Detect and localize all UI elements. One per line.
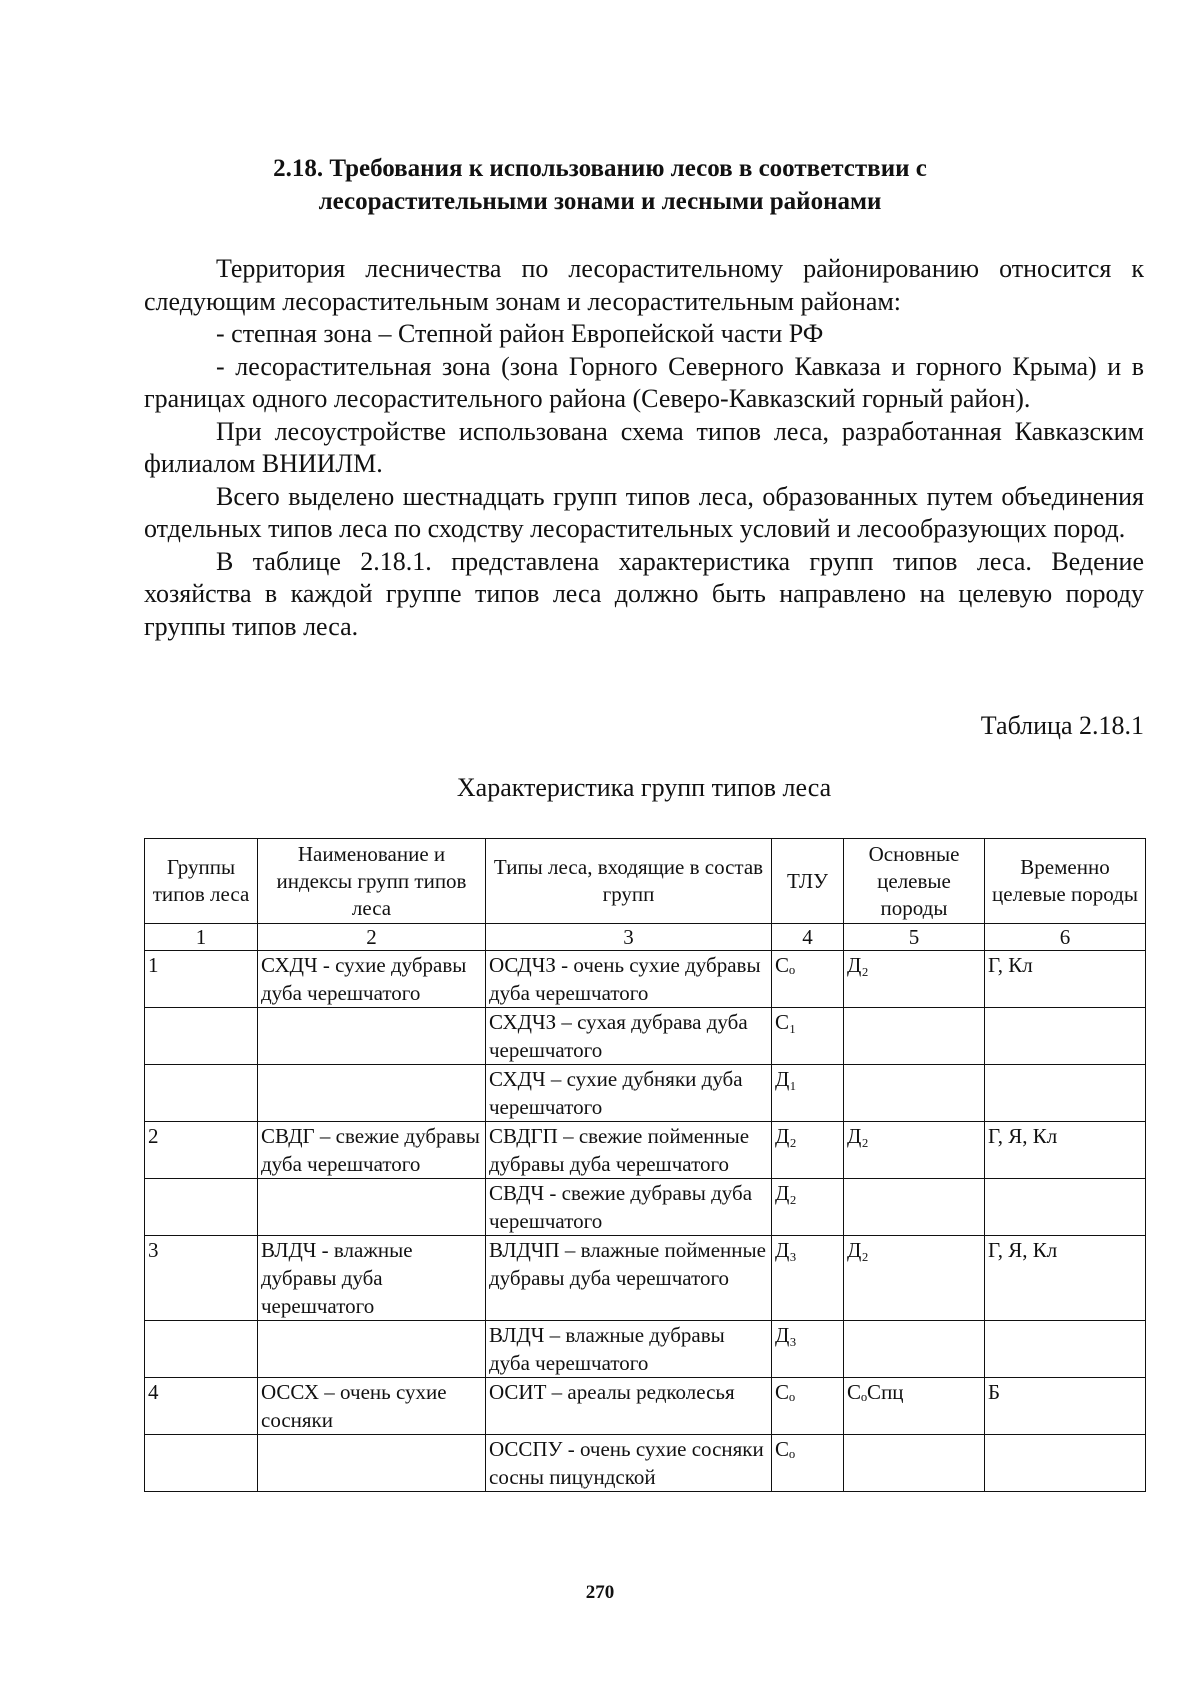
table-cell bbox=[844, 1008, 985, 1065]
paragraph-5: Всего выделено шестнадцать групп типов леса, образованных путем объединения отдельных типов леса по сходству лесорастительных условий и лесообразующих пород. bbox=[144, 481, 1144, 543]
table-cell bbox=[258, 1321, 486, 1378]
section-title-line-2: лесорастительными зонами и лесными районами bbox=[318, 188, 882, 215]
table-cell bbox=[145, 1435, 258, 1492]
table-cell: ОСДЧЗ - очень сухие дубравы дуба черешчатого bbox=[486, 951, 772, 1008]
table-cell: 4 bbox=[145, 1378, 258, 1435]
table-cell bbox=[844, 1179, 985, 1236]
table-row bbox=[145, 951, 1146, 1008]
table-cell: Cₒ bbox=[772, 1378, 844, 1435]
table-cell: Д₂ bbox=[844, 951, 985, 1008]
table-cell bbox=[985, 1321, 1146, 1378]
table-cell bbox=[145, 1179, 258, 1236]
table-row bbox=[145, 1236, 1146, 1321]
table-cell: ОССХ – очень сухие сосняки bbox=[258, 1378, 486, 1435]
header-cell: Основные целевые породы bbox=[844, 839, 985, 924]
table-cell bbox=[258, 1065, 486, 1122]
table-cell: Д₁ bbox=[772, 1065, 844, 1122]
table-row bbox=[145, 1008, 1146, 1065]
table-cell bbox=[844, 1321, 985, 1378]
table-cell: Г, Кл bbox=[985, 951, 1146, 1008]
table-label: Таблица 2.18.1 bbox=[980, 711, 1144, 740]
table-cell: ОССПУ - очень сухие сосняки сосны пицундской bbox=[486, 1435, 772, 1492]
table-header-row bbox=[145, 839, 1146, 924]
column-number: 3 bbox=[486, 924, 772, 951]
table-cell: 2 bbox=[145, 1122, 258, 1179]
table-cell bbox=[985, 1065, 1146, 1122]
table-row bbox=[145, 1435, 1146, 1492]
table-cell bbox=[145, 1065, 258, 1122]
section-title-line-1: 2.18. Требования к использованию лесов в соответствии с bbox=[273, 155, 927, 182]
table-cell: Д₂ bbox=[772, 1179, 844, 1236]
column-number: 4 bbox=[772, 924, 844, 951]
table-cell: СХДЧ – сухие дубняки дуба черешчатого bbox=[486, 1065, 772, 1122]
section-title bbox=[150, 152, 1050, 218]
table-cell bbox=[985, 1435, 1146, 1492]
table-cell: 3 bbox=[145, 1236, 258, 1321]
table-row bbox=[145, 1321, 1146, 1378]
body-text bbox=[144, 253, 1144, 643]
table-caption: Характеристика групп типов леса bbox=[456, 773, 832, 802]
table-cell: СВДГП – свежие пойменные дубравы дуба черешчатого bbox=[486, 1122, 772, 1179]
table-cell: C₁ bbox=[772, 1008, 844, 1065]
table-cell: СВДЧ - свежие дубравы дуба черешчатого bbox=[486, 1179, 772, 1236]
table-cell bbox=[985, 1179, 1146, 1236]
table-cell: ВЛДЧП – влажные пойменные дубравы дуба черешчатого bbox=[486, 1236, 772, 1321]
paragraph-2: - степная зона – Степной район Европейской части РФ bbox=[216, 319, 824, 348]
table-cell bbox=[145, 1321, 258, 1378]
column-number: 5 bbox=[844, 924, 985, 951]
table-cell: Д₂ bbox=[844, 1236, 985, 1321]
table-cell: СХДЧ - сухие дубравы дуба черешчатого bbox=[258, 951, 486, 1008]
table-cell: Cₒ bbox=[772, 1435, 844, 1492]
paragraph-6: В таблице 2.18.1. представлена характеристика групп типов леса. Ведение хозяйства в каждой группе типов леса должно быть направлено на целевую породу группы типов леса. bbox=[144, 546, 1144, 641]
table-cell: СХДЧЗ – сухая дубрава дуба черешчатого bbox=[486, 1008, 772, 1065]
table-body bbox=[145, 924, 1146, 1492]
paragraph-3: - лесорастительная зона (зона Горного Северного Кавказа и горного Крыма) и в границах одного лесорастительного района (Северо-Кавказский горный район). bbox=[144, 351, 1144, 413]
header-cell: Временно целевые породы bbox=[985, 839, 1146, 924]
header-cell: Группы типов леса bbox=[145, 839, 258, 924]
table-cell: ОСИТ – ареалы редколесья bbox=[486, 1378, 772, 1435]
table-cell bbox=[145, 1008, 258, 1065]
table-cell: СВДГ – свежие дубравы дуба черешчатого bbox=[258, 1122, 486, 1179]
table-row bbox=[145, 1179, 1146, 1236]
table-row bbox=[145, 1378, 1146, 1435]
table-cell: Д₃ bbox=[772, 1321, 844, 1378]
table-cell: Б bbox=[985, 1378, 1146, 1435]
table-cell: Д₂ bbox=[844, 1122, 985, 1179]
table-cell: CₒCпц bbox=[844, 1378, 985, 1435]
page-number: 270 bbox=[585, 1582, 615, 1603]
table-cell: Г, Я, Кл bbox=[985, 1122, 1146, 1179]
table-cell bbox=[844, 1065, 985, 1122]
table-cell: 1 bbox=[145, 951, 258, 1008]
table-cell bbox=[258, 1179, 486, 1236]
column-number: 6 bbox=[985, 924, 1146, 951]
header-cell: ТЛУ bbox=[772, 839, 844, 924]
column-number: 1 bbox=[145, 924, 258, 951]
table-cell: Г, Я, Кл bbox=[985, 1236, 1146, 1321]
column-number-row bbox=[145, 924, 1146, 951]
table-cell bbox=[258, 1008, 486, 1065]
forest-types-table bbox=[144, 838, 1146, 1492]
header-cell: Типы леса, входящие в состав групп bbox=[486, 839, 772, 924]
table-row bbox=[145, 1122, 1146, 1179]
paragraph-4: При лесоустройстве использована схема типов леса, разработанная Кавказским филиалом ВНИИЛМ. bbox=[144, 416, 1144, 478]
table-cell: Д₃ bbox=[772, 1236, 844, 1321]
column-number: 2 bbox=[258, 924, 486, 951]
table-row bbox=[145, 1065, 1146, 1122]
paragraph-1: Территория лесничества по лесорастительному районированию относится к следующим лесорастительным зонам и лесорастительным районам: bbox=[144, 254, 1144, 316]
header-cell: Наименование и индексы групп типов леса bbox=[258, 839, 486, 924]
table-cell: ВЛДЧ – влажные дубравы дуба черешчатого bbox=[486, 1321, 772, 1378]
table-cell bbox=[844, 1435, 985, 1492]
table-cell: Cₒ bbox=[772, 951, 844, 1008]
table-cell bbox=[985, 1008, 1146, 1065]
table-cell: ВЛДЧ - влажные дубравы дуба черешчатого bbox=[258, 1236, 486, 1321]
table-cell: Д₂ bbox=[772, 1122, 844, 1179]
table-cell bbox=[258, 1435, 486, 1492]
